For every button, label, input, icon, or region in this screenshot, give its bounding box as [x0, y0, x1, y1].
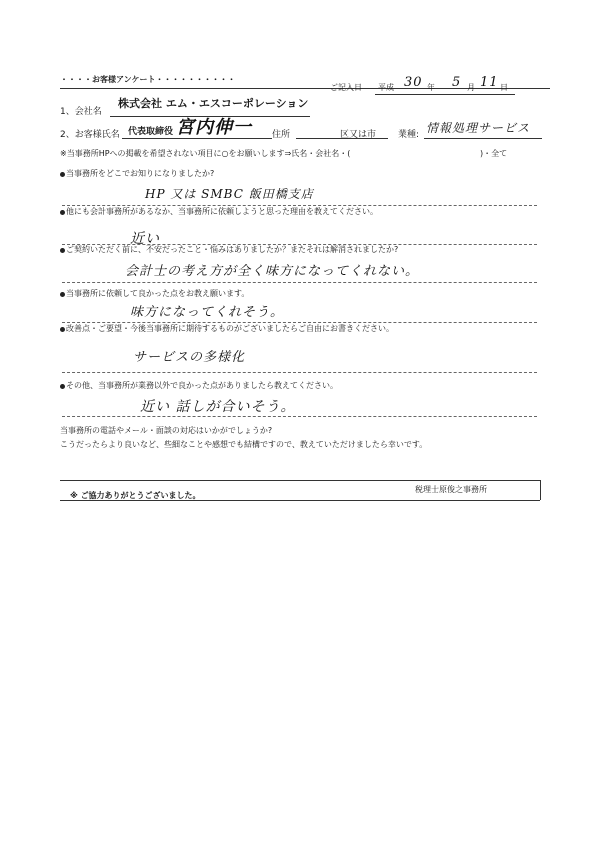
address-value: 区又は市: [340, 130, 377, 140]
answer-2: 近い: [130, 231, 160, 247]
company-label: 1、会社名: [60, 107, 102, 117]
question-bullet: [60, 384, 65, 389]
question-2: 他にも会計事務所があるなか、当事務所に依頼しようと思った理由を教えてください。: [66, 207, 378, 216]
answer-5: サービスの多様化: [133, 350, 246, 365]
question-bullet: [60, 248, 65, 253]
question-bullet: [60, 210, 65, 215]
footer-divider: [540, 480, 541, 500]
consent-close: )・全て: [480, 149, 508, 158]
answer-3: 会計士の考え方が全く味方になってくれない。: [125, 264, 420, 279]
header-rule: [60, 88, 550, 89]
question-5: 改善点・ご要望・今後当事務所に期待するものがございましたらご自由にお書きください。: [66, 324, 394, 333]
consent-text: ※当事務所HPへの掲載を希望されない項目に○をお願いします⇒氏名・会社名・(: [60, 149, 351, 158]
industry-underline: [424, 138, 542, 139]
answer-6: 近い 話しが合いそう。: [140, 399, 296, 415]
date-year-unit: 年: [427, 83, 435, 92]
survey-title: ・・・・お客様アンケート・・・・・・・・・・: [60, 75, 236, 84]
name-underline: [122, 138, 272, 139]
closing-line-1: 当事務所の電話やメール・面談の対応はいかがでしょうか?: [60, 426, 273, 435]
office-name: 税理士原俊之事務所: [415, 485, 487, 494]
question-1: 当事務所をどこでお知りになりましたか?: [66, 169, 215, 178]
date-day: 11: [480, 75, 499, 90]
date-label: ご記入日: [330, 83, 362, 92]
thanks-note: ※ ご協力ありがとうございました。: [70, 491, 201, 500]
footer-rule: [60, 500, 540, 501]
date-day-unit: 日: [500, 83, 508, 92]
question-6: その他、当事務所が業務以外で良かった点がありましたら教えてください。: [66, 381, 338, 390]
address-label: 住所: [272, 130, 291, 140]
industry-label: 業種:: [398, 130, 420, 140]
date-era: 平成: [378, 83, 394, 92]
answer-5-rule: [62, 372, 537, 373]
company-value: 株式会社 エム・エスコーポレーション: [118, 97, 309, 110]
answer-4: 味方になってくれそう。: [130, 305, 285, 320]
answer-6-rule: [62, 416, 537, 417]
question-3: ご契約いただく前に、不安だったこと・悩みはありましたか？またそれは解消されましたか?: [66, 245, 399, 254]
closing-line-2: こうだったらより良いなど、些細なことや感想でも結構ですので、教えていただけましたら幸いです。: [60, 440, 428, 449]
address-underline: [296, 138, 388, 139]
answer-1: HP 又は SMBC 飯田橋支店: [145, 187, 314, 201]
date-year: 30: [404, 75, 423, 90]
name-value: 宮内伸一: [176, 117, 252, 138]
date-underline: [375, 94, 515, 95]
closing-rule: [60, 480, 540, 481]
question-4: 当事務所に依頼して良かった点をお教え願います。: [66, 289, 250, 298]
answer-3-rule: [62, 282, 537, 283]
question-bullet: [60, 327, 65, 332]
question-bullet: [60, 172, 65, 177]
date-month-unit: 月: [467, 83, 475, 92]
date-month: 5: [452, 75, 462, 90]
customer-label: 2、お客様氏名: [60, 130, 120, 140]
industry-value: 情報処理サービス: [426, 121, 531, 135]
title-value: 代表取締役: [128, 127, 174, 137]
question-bullet: [60, 292, 65, 297]
